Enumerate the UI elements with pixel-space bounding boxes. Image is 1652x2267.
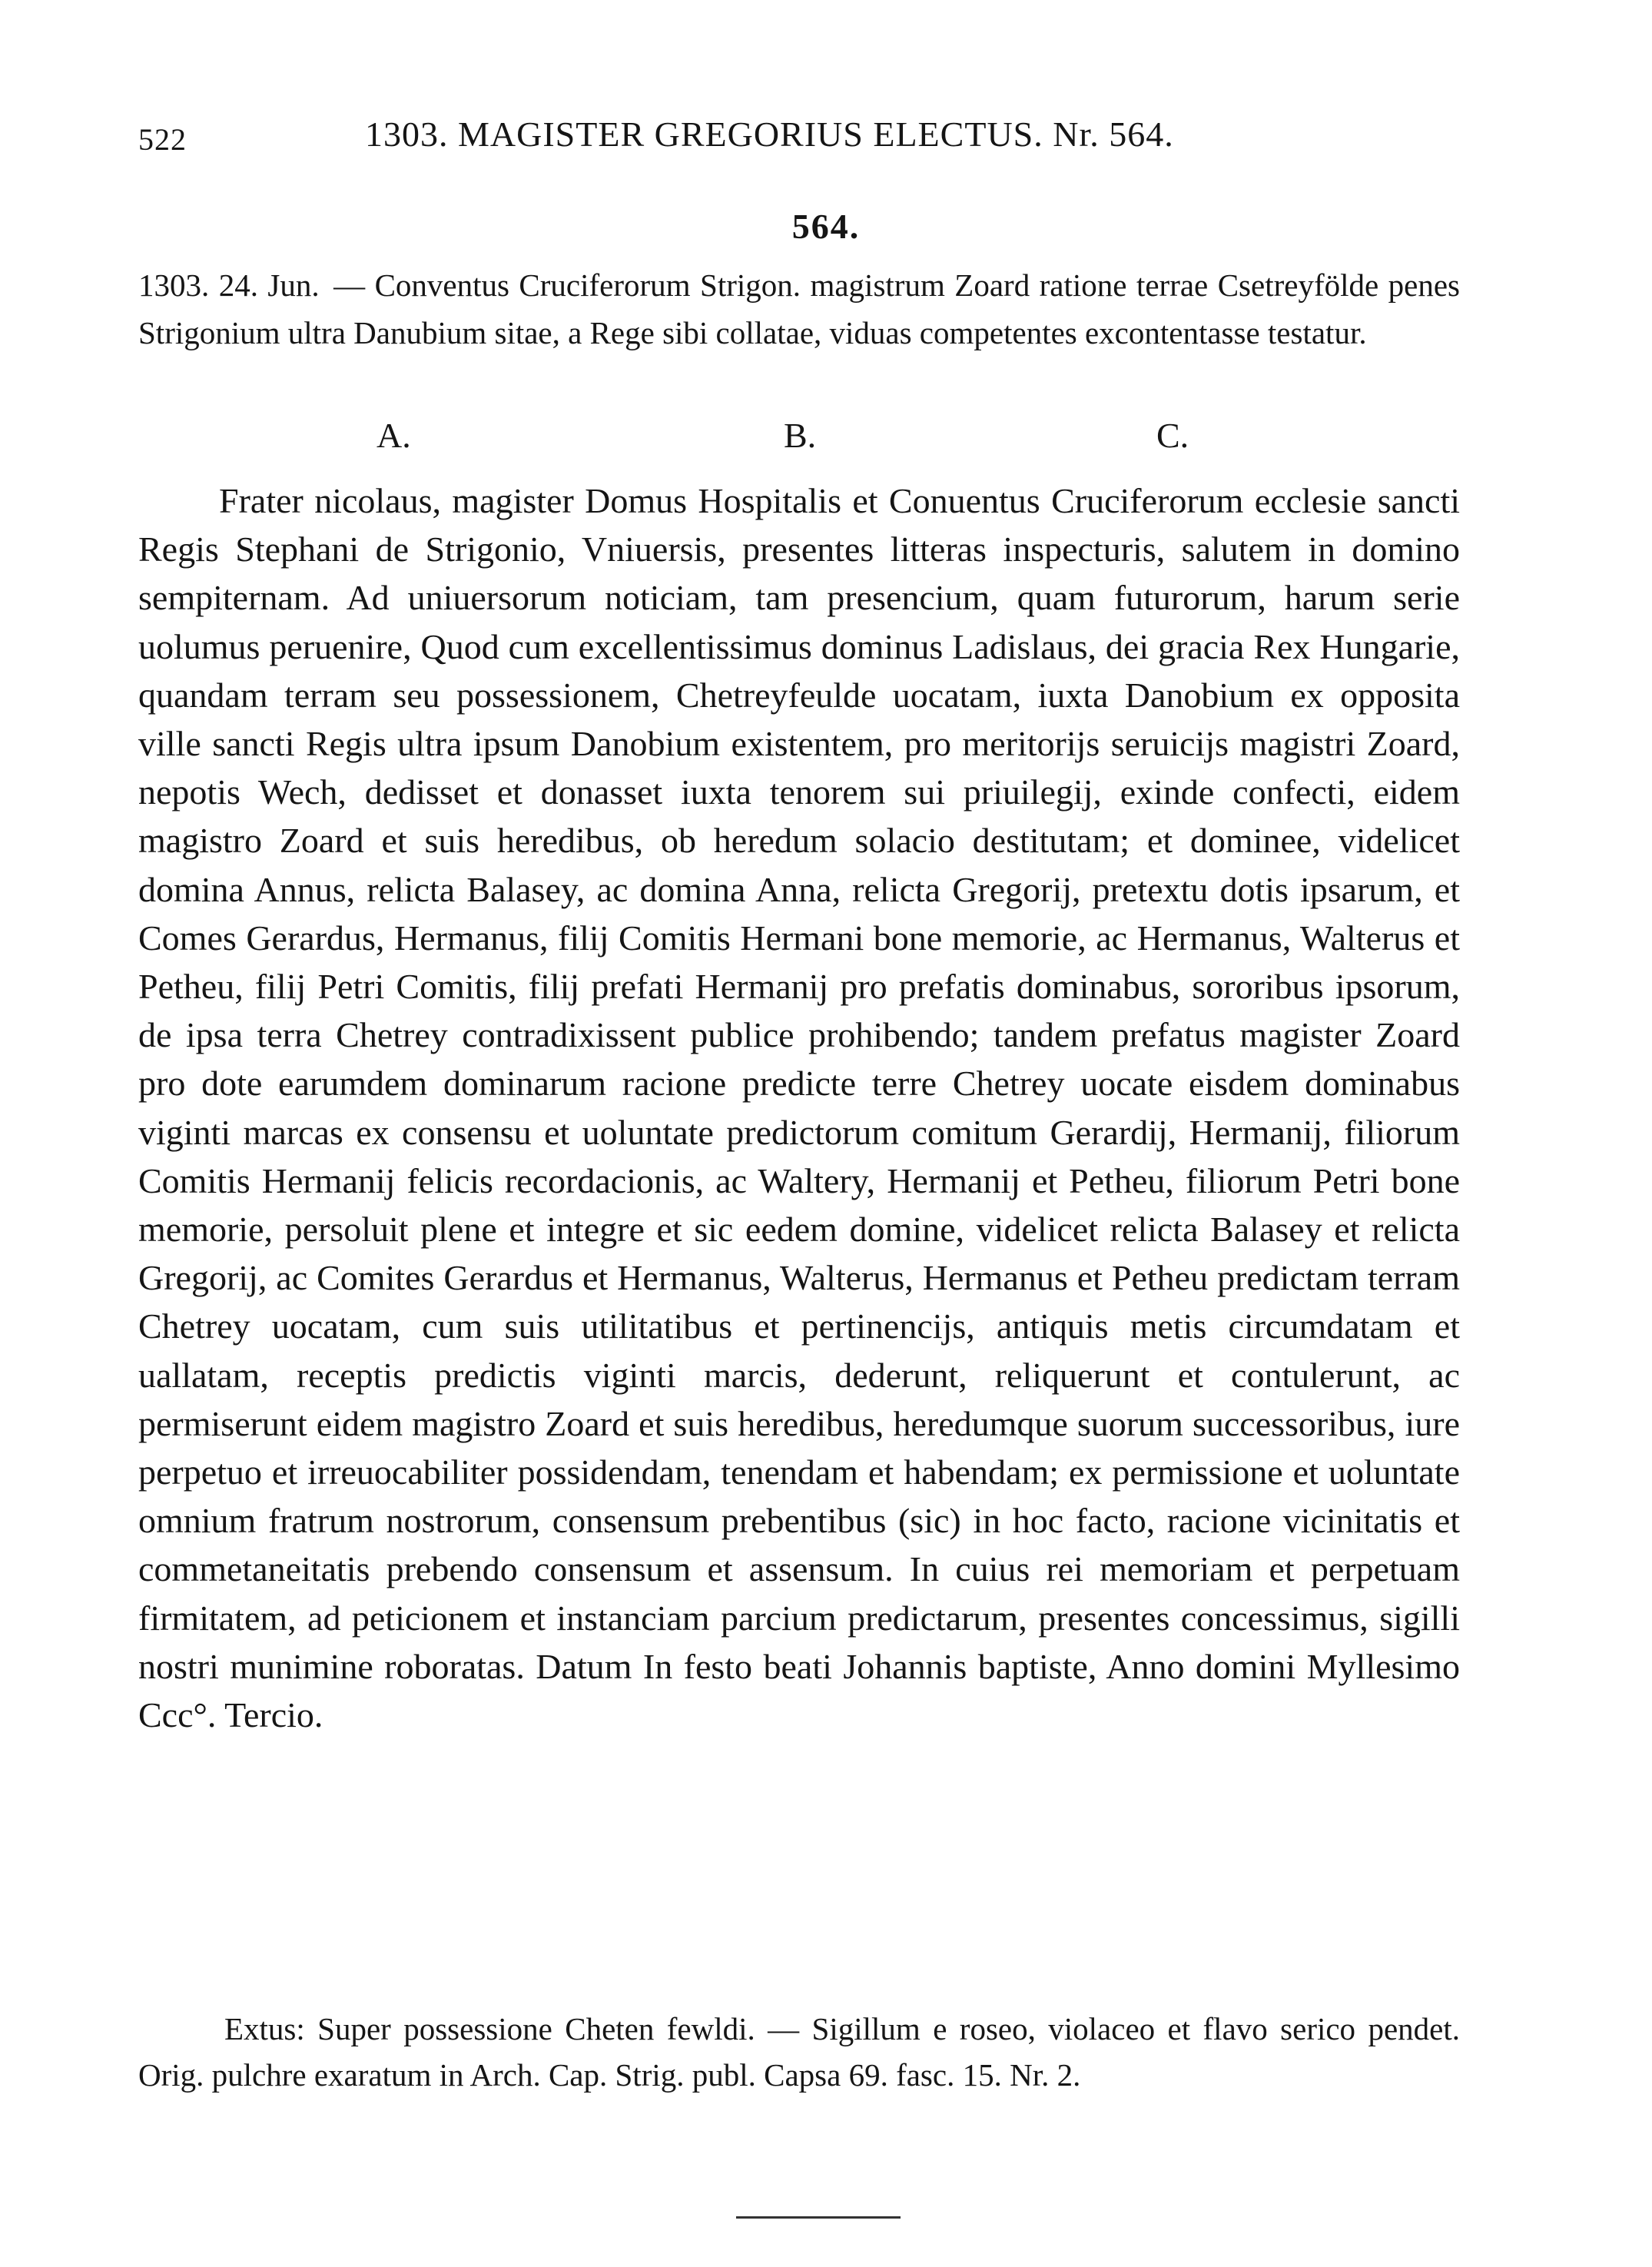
page-number: 522 (138, 122, 187, 157)
witness-b: B. (784, 416, 817, 455)
charter-text: Frater nicolaus, magister Domus Hospitalis et Conuentus Cruciferorum ecclesie sancti Regis Stephani de Strigonio, Vniuersis, presentes litteras inspecturis, salutem in domino sempiternam. Ad uniuersorum noticiam, tam presencium, quam futurorum, harum serie uolumus peruenire, Quod cum excellentissimus dominus Ladislaus, dei gracia Rex Hungarie, quandam terram seu possessionem, Chetreyfeulde uocatam, iuxta Danobium ex opposita ville sancti Regis ultra ipsum Danobium existentem, pro meritorijs seruicijs magistri Zoard, nepotis Wech, dedisset et donasset iuxta tenorem sui priuilegij, exinde confecti, eidem magistro Zoard et suis heredibus, ob heredum solacio destitutam; et dominee, videlicet domina Annus, relicta Balasey, ac domina Anna, relicta Gregorij, pretextu dotis ipsarum, et Comes Gerardus, Hermanus, filij Comitis Hermani bone memorie, ac Hermanus, Walterus et Petheu, filij Petri Comitis, filij prefati Hermanij pro prefatis dominabus, sororibus ipsorum, de ipsa terra Chetrey contradixissent publice prohibendo; tandem prefatus magister Zoard pro dote earumdem dominarum racione predicte terre Chetrey uocate eisdem dominabus viginti marcas ex consensu et uoluntate predictorum comitum Gerardij, Hermanij, filiorum Comitis Hermanij felicis recordacionis, ac Waltery, Hermanij et Petheu, filiorum Petri bone memorie, persoluit plene et integre et sic eedem domine, videlicet relicta Balasey et relicta Gregorij, ac Comites Gerardus et Hermanus, Walterus, Hermanus et Petheu predictam terram Chetrey uocatam, cum suis utilitatibus et pertinencijs, antiquis metis circumdatam et uallatam, receptis predictis viginti marcis, dederunt, reliquerunt et contulerunt, ac permiserunt eidem magistro Zoard et suis heredibus, heredumque suorum successoribus, iure perpetuo et irreuocabiliter possidendam, tenendam et habendam; ex permissione et uoluntate omnium fratrum nostrorum, consensum prebentibus (sic) in hoc facto, racione vicinitatis et commetaneitatis prebendo consensum et assensum. In cuius rei memoriam et perpetuam firmitatem, ad peticionem et instanciam parcium predictarum, presentes concessimus, sigilli nostri munimine roboratas. Datum In festo beati Johannis baptiste, Anno domini Myllesimo Ccc°. Tercio. (138, 481, 1460, 1735)
witness-c: C. (1156, 416, 1189, 455)
witness-a: A. (377, 416, 411, 455)
running-title: 1303. MAGISTER GREGORIUS ELECTUS. Nr. 564. (365, 115, 1174, 154)
extus-note: Extus: Super possessione Cheten fewldi. — Sigillum e roseo, violaceo et flavo serico pendet. Orig. pulchre exaratum in Arch. Cap. Strig. publ. Capsa 69. fasc. 15. Nr. 2. (138, 2011, 1460, 2093)
regest-date: 1303. 24. Jun. (138, 267, 320, 303)
end-rule (736, 2216, 901, 2219)
running-header (138, 114, 1483, 160)
regest-summary (138, 261, 1460, 357)
document-number: 564. (791, 207, 861, 246)
witness-sigla (0, 415, 1652, 461)
regest-text: — Conventus Cruciferorum Strigon. magistrum Zoard ratione terrae Csetreyfölde penes Strigonium ultra Danubium sitae, a Rege sibi collatae, viduas competentes excontentasse testatur. (138, 267, 1460, 350)
